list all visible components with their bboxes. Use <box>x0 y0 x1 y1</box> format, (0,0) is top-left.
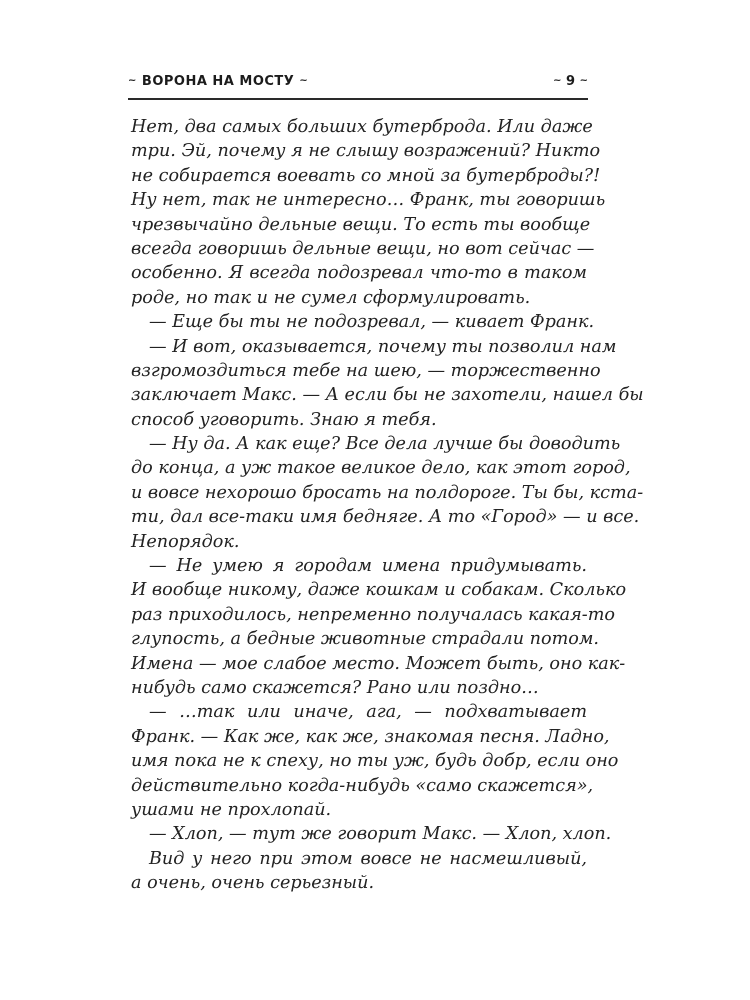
text-line: а очень, очень серьезный. <box>131 873 375 894</box>
ornament-icon: ~ <box>553 75 562 86</box>
text-line: роде, но так и не сумел сформулировать. <box>131 287 531 308</box>
text-line: три. Эй, почему я не слышу возражений? Никто <box>131 141 601 162</box>
body-text <box>131 115 644 896</box>
text-line: всегда говоришь дельные вещи, но вот сейчас — <box>131 238 595 259</box>
text-line: Вид у него при этом вовсе не насмешливый, <box>149 848 587 869</box>
text-line: взгромоздиться тебе на шею, — торжественно <box>131 360 601 381</box>
text-line: действительно когда-нибудь «само скажется», <box>131 775 594 796</box>
header-rule <box>128 98 588 100</box>
book-title: ВОРОНА НА МОСТУ <box>141 74 295 89</box>
text-line: — …так или иначе, ага, — подхватывает <box>149 702 587 723</box>
text-line: Нет, два самых больших бутерброда. Или даже <box>131 117 593 137</box>
text-line: И вообще никому, даже кошкам и собакам. Сколько <box>131 580 627 601</box>
text-line: раз приходилось, непременно получалась какая-то <box>131 604 615 625</box>
text-line: имя пока не к спеху, но ты уж, будь добр, если оно <box>131 751 619 772</box>
page-number-block <box>553 74 588 89</box>
page-number: 9 <box>566 74 576 89</box>
text-line: — Хлоп, — тут же говорит Макс. — Хлоп, хлоп. <box>149 824 612 845</box>
text-line: до конца, а уж такое великое дело, как этот город, <box>131 458 631 479</box>
text-line: и вовсе нехорошо бросать на полдороге. Ты бы, кста- <box>131 482 644 503</box>
running-head <box>128 74 588 96</box>
text-line: нибудь само скажется? Рано или поздно… <box>131 677 539 698</box>
text-line: не собирается воевать со мной за бутерброды?! <box>131 165 601 186</box>
text-line: ти, дал все-таки имя бедняге. А то «Город» — и все. <box>131 507 640 528</box>
text-line: чрезвычайно дельные вещи. То есть ты вообще <box>131 214 591 235</box>
text-line: — И вот, оказывается, почему ты позволил нам <box>149 336 617 357</box>
ornament-icon: ~ <box>299 75 309 86</box>
text-line: Ну нет, так не интересно… Франк, ты говоришь <box>131 190 606 211</box>
text-line: ушами не прохлопай. <box>131 799 332 820</box>
text-line: — Ну да. А как еще? Все дела лучше бы доводить <box>149 434 621 455</box>
text-line: Франк. — Как же, как же, знакомая песня. Ладно, <box>131 726 610 747</box>
ornament-icon: ~ <box>128 75 137 86</box>
text-line: Непорядок. <box>131 531 240 552</box>
running-head-title <box>128 74 308 89</box>
ornament-icon: ~ <box>579 75 588 86</box>
text-line: глупость, а бедные животные страдали потом. <box>131 629 600 650</box>
text-line: заключает Макс. — А если бы не захотели, нашел бы <box>131 385 644 406</box>
text-line: — Не умею я городам имена придумывать. <box>149 556 587 577</box>
text-line: Имена — мое слабое место. Может быть, оно как- <box>131 653 626 674</box>
text-line: способ уговорить. Знаю я тебя. <box>131 409 437 430</box>
text-line: особенно. Я всегда подозревал что-то в таком <box>131 263 587 284</box>
text-line: — Еще бы ты не подозревал, — кивает Франк. <box>149 312 595 333</box>
